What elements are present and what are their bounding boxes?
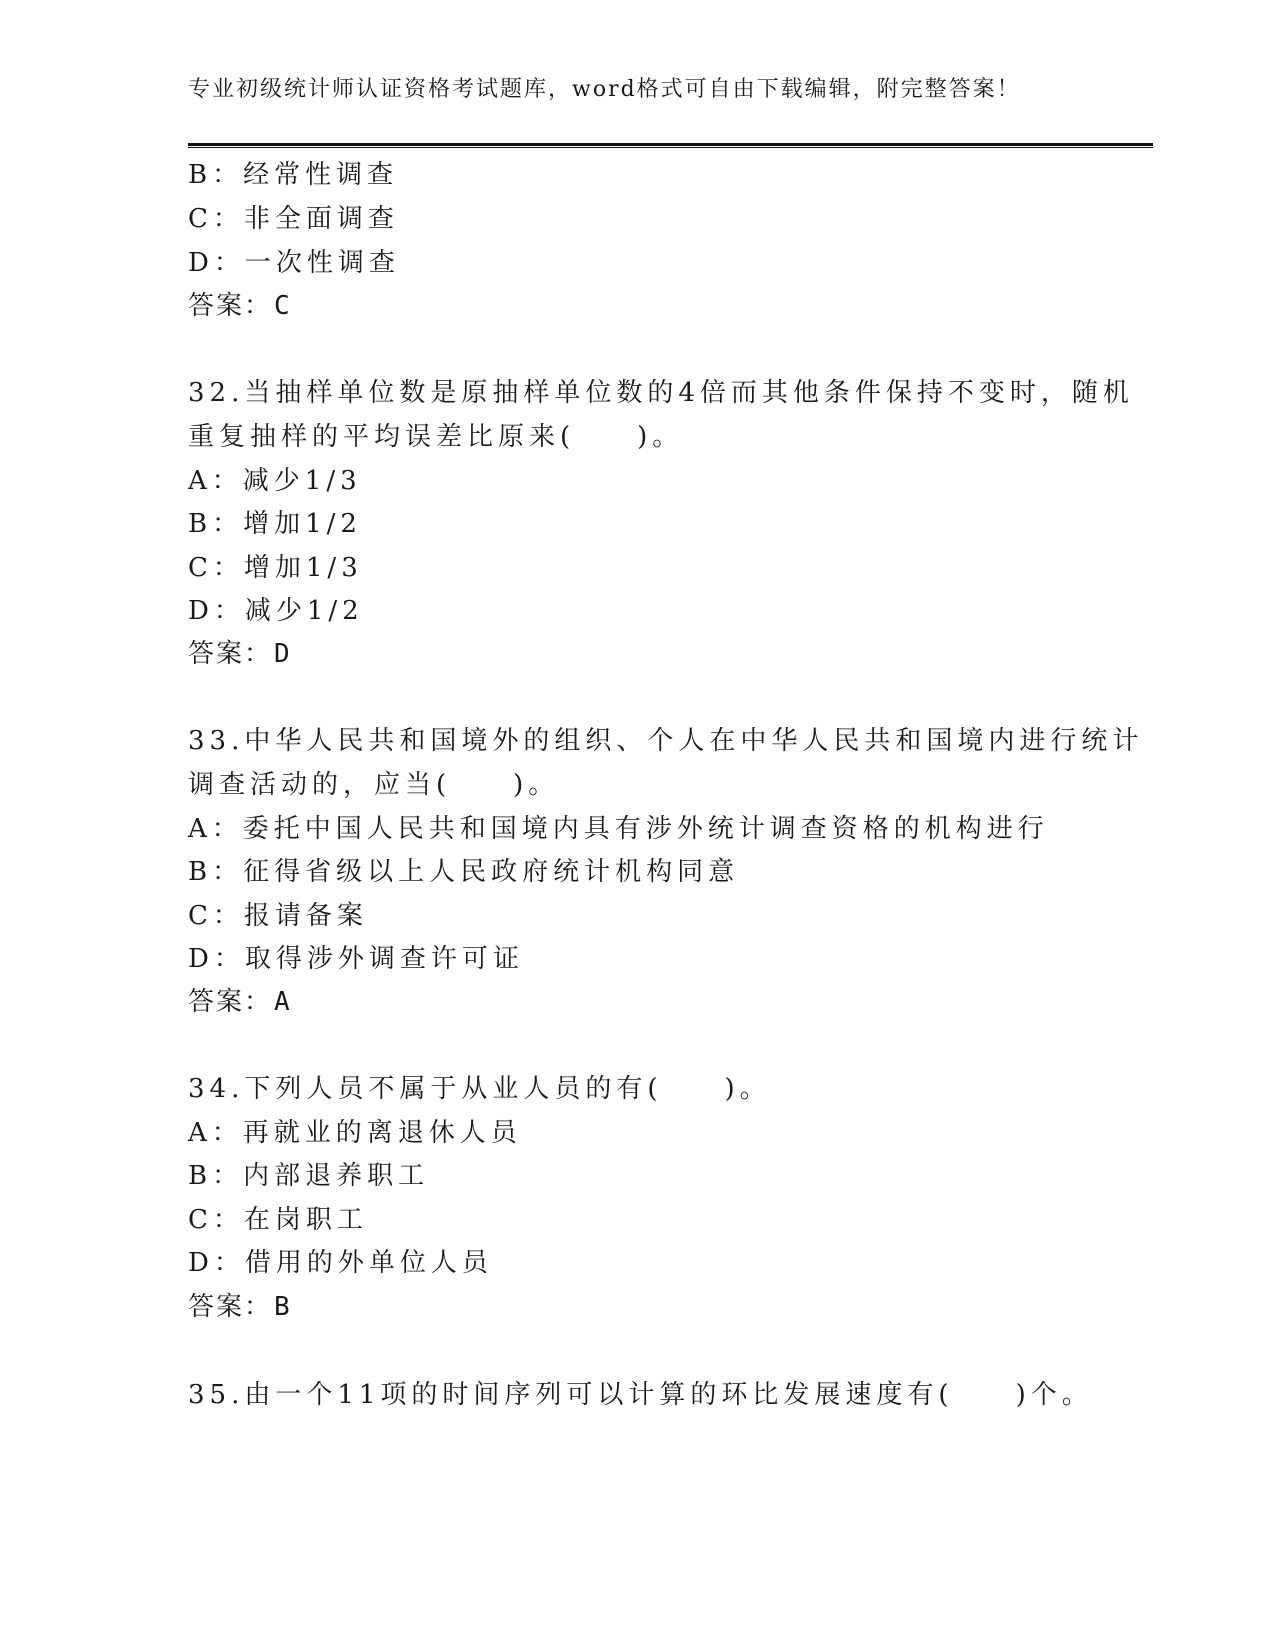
answer-value: A <box>274 987 292 1017</box>
q32-option-b: B：增加1/2 <box>188 509 362 539</box>
q33-option-b: B：征得省级以上人民政府统计机构同意 <box>188 857 740 887</box>
q33-stem-line-2: 调查活动的，应当( )。 <box>188 770 560 800</box>
answer-value: B <box>274 1292 292 1322</box>
q34-option-b: B：内部退养职工 <box>188 1161 430 1191</box>
q32-answer <box>188 639 292 669</box>
answer-label: 答案： <box>188 1292 273 1322</box>
answer-value: D <box>274 639 292 669</box>
q34-option-d: D：借用的外单位人员 <box>188 1248 493 1278</box>
q34-answer <box>188 1292 292 1322</box>
q32-stem-line-1: 32.当抽样单位数是原抽样单位数的4倍而其他条件保持不变时，随机 <box>188 378 1134 408</box>
q31-option-b: B：经常性调查 <box>188 160 399 190</box>
q32-option-c: C：增加1/3 <box>188 553 363 583</box>
q31-option-d: D：一次性调查 <box>188 248 400 278</box>
q32-stem-line-2: 重复抽样的平均误差比原来( )。 <box>188 422 684 452</box>
q31-answer <box>188 291 292 321</box>
answer-label: 答案： <box>188 639 273 669</box>
q33-option-a: A：委托中国人民共和国境内具有涉外统计调查资格的机构进行 <box>188 814 1049 844</box>
q31-option-c: C：非全面调查 <box>188 204 399 234</box>
q33-option-d: D：取得涉外调查许可证 <box>188 944 524 974</box>
q35-stem-line-1: 35.由一个11项的时间序列可以计算的环比发展速度有( )个。 <box>188 1380 1093 1410</box>
header-divider <box>188 143 1153 148</box>
answer-value: C <box>274 291 292 321</box>
q33-option-c: C：报请备案 <box>188 901 368 931</box>
q34-stem-line-1: 34.下列人员不属于从业人员的有( )。 <box>188 1074 771 1104</box>
q34-option-c: C：在岗职工 <box>188 1205 368 1235</box>
answer-label: 答案： <box>188 987 273 1017</box>
q33-stem-line-1: 33.中华人民共和国境外的组织、个人在中华人民共和国境内进行统计 <box>188 726 1144 756</box>
q33-answer <box>188 987 292 1017</box>
q34-option-a: A：再就业的离退休人员 <box>188 1118 522 1148</box>
page-header-text: 专业初级统计师认证资格考试题库，word格式可自由下载编辑，附完整答案！ <box>188 77 1021 102</box>
q32-option-a: A：减少1/3 <box>188 466 362 496</box>
answer-label: 答案： <box>188 291 273 321</box>
q32-option-d: D：减少1/2 <box>188 596 364 626</box>
